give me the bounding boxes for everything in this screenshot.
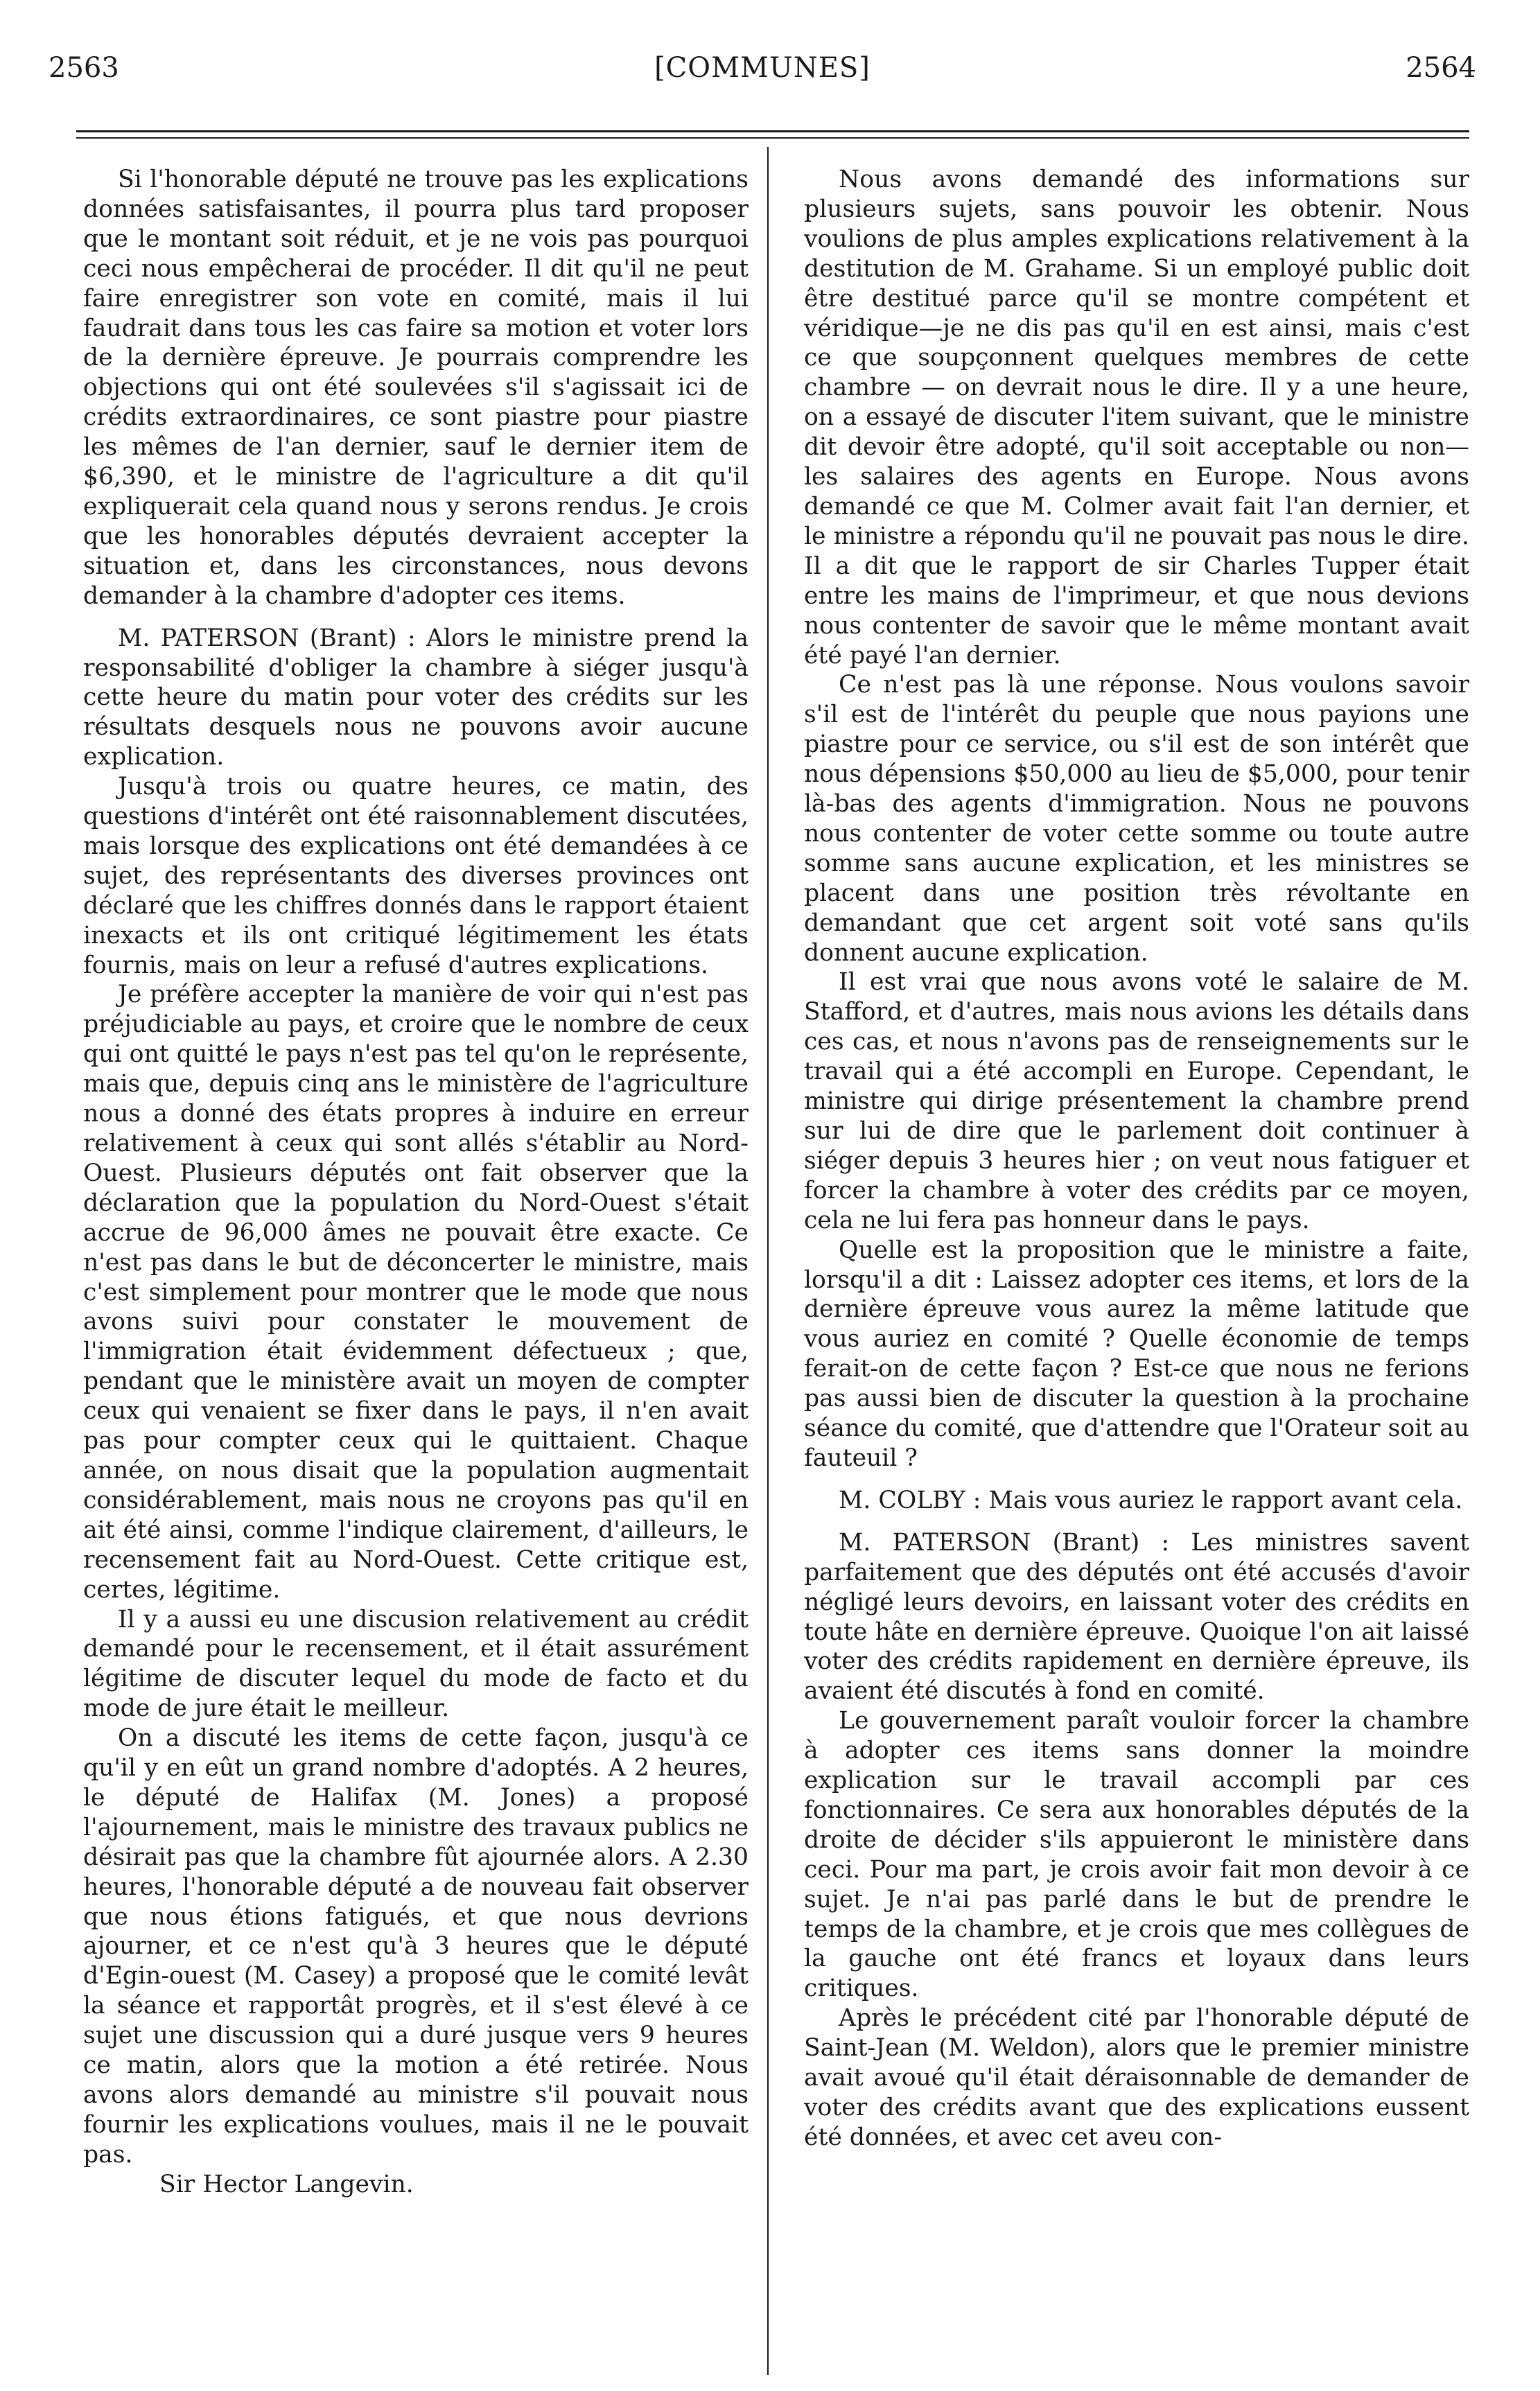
paragraph: Si l'honorable député ne trouve pas les explications données satisfaisantes, il pourra plus tard proposer que le montant soit réduit, et je ne vois pas pourquoi ceci nous empêcherai de procéder. Il dit qu'il ne peut faire enregistrer son vote en comité, mais il lui faudrait dans tous les cas faire sa motion et voter lors de la dernière épreuve. Je pourrais comprendre les objections qui ont été soulevées s'il s'agissait ici de crédits extraordinaires, ce sont piastre pour piastre les mêmes de l'an dernier, sauf le dernier item de $6,390, et le ministre de l'agriculture a dit qu'il expliquerait cela quand nous y serons rendus. Je crois que les honorables députés devraient accepter la situation et, dans les circonstances, nous devons demander à la chambre d'adopter ces items.	[83, 166, 749, 610]
paragraph: Nous avons demandé des informations sur plusieurs sujets, sans pouvoir les obtenir. Nous voulions de plus amples explications relativement à la destitution de M. Grahame. Si un employé public doit être destitué parce qu'il se montre compétent et véridique—je ne dis pas qu'il en est ainsi, mais c'est ce que soupçonnent quelques membres de cette chambre — on devrait nous le dire. Il y a une heure, on a essayé de discuter l'item suivant, que le ministre dit devoir être adopté, qu'il soit acceptable ou non—les salaires des agents en Europe. Nous avons demandé ce que M. Colmer avait fait l'an dernier, et le ministre a répondu qu'il ne pouvait pas nous le dire. Il a dit que le rapport de sir Charles Tupper était entre les mains de l'imprimeur, et que nous devions nous contenter de savoir que le même montant avait été payé l'an dernier.	[804, 166, 1469, 669]
speaker-signature: Sir Hector Langevin.	[159, 2170, 414, 2198]
page-number-right: 2564	[1406, 52, 1476, 84]
page-title: [COMMUNES]	[654, 52, 870, 84]
page-header	[49, 47, 1476, 89]
left-column	[83, 165, 749, 2200]
paragraph: M. PATERSON (Brant) : Les ministres savent parfaitement que des députés ont été accusés d'avoir négligé leurs devoirs, en laissant voter des crédits en toute hâte en dernière épreuve. Quoique l'on ait laissé voter des crédits rapidement en dernière épreuve, ils avaient été discutés à fond en comité.	[804, 1528, 1469, 1706]
paragraph: Après le précédent cité par l'honorable député de Saint-Jean (M. Weldon), alors que le premier ministre avait avoué qu'il était déraisonnable de demander de voter des crédits avant que des explications eussent été données, et avec cet aveu con-	[804, 2004, 1469, 2151]
paragraph: Il y a aussi eu une discusion relativement au crédit demandé pour le recensement, et il était assurément légitime de discuter lequel du mode de facto et du mode de jure était le meilleur.	[83, 1605, 749, 1723]
header-rule-top	[76, 130, 1469, 132]
paragraph: Quelle est la proposition que le ministre a faite, lorsqu'il a dit : Laissez adopter ces items, et lors de la dernière épreuve vous aurez la même latitude que vous auriez en comité ? Quelle économie de temps ferait-on de cette façon ? Est-ce que nous ne ferions pas aussi bien de discuter la question à la prochaine séance du comité, que d'attendre que l'Orateur soit au fauteuil ?	[804, 1236, 1469, 1472]
paragraph: Ce n'est pas là une réponse. Nous voulons savoir s'il est de l'intérêt du peuple que nous payions une piastre pour ce service, ou s'il est de son intérêt que nous dépensions $50,000 au lieu de $5,000, pour tenir là-bas des agents d'immigration. Nous ne pouvons nous contenter de voter cette somme ou toute autre somme sans aucune explication, et les ministres se placent dans une position très révoltante en demandant que cet argent soit voté sans qu'ils donnent aucune explication.	[804, 671, 1469, 967]
paragraph: Jusqu'à trois ou quatre heures, ce matin, des questions d'intérêt ont été raisonnablement discutées, mais lorsque des explications ont été demandées à ce sujet, des représentants des diverses provinces ont déclaré que les chiffres donnés dans le rapport étaient inexacts et ils ont critiqué légitimement les états fournis, mais on leur a refusé d'autres explications.	[83, 773, 749, 979]
page-number-left: 2563	[49, 52, 119, 84]
paragraph: M. COLBY : Mais vous auriez le rapport avant cela.	[839, 1486, 1463, 1514]
right-column	[804, 165, 1469, 2153]
header-rule-bottom	[76, 137, 1469, 139]
paragraph: Je préfère accepter la manière de voir qui n'est pas préjudiciable au pays, et croire que le nombre de ceux qui ont quitté le pays n'est pas tel qu'on le représente, mais que, depuis cinq ans le ministère de l'agriculture nous a donné des états propres à induire en erreur relativement à ceux qui sont allés s'établir au Nord-Ouest. Plusieurs députés ont fait observer que la déclaration que la population du Nord-Ouest s'était accrue de 96,000 âmes ne pouvait être exacte. Ce n'est pas dans le but de déconcerter le ministre, mais c'est simplement pour montrer que le mode que nous avons suivi pour constater le mouvement de l'immigration était évidemment défectueux ; que, pendant que le ministère avait un moyen de compter ceux qui venaient se fixer dans le pays, il n'en avait pas pour compter ceux qui le quittaient. Chaque année, on nous disait que la population augmentait considérablement, mais nous ne croyons pas qu'il en ait été ainsi, comme l'indique clairement, d'ailleurs, le recensement fait au Nord-Ouest. Cette critique est, certes, légitime.	[83, 981, 749, 1604]
paragraph: Il est vrai que nous avons voté le salaire de M. Stafford, et d'autres, mais nous avions les détails dans ces cas, et nous n'avons pas de renseignements sur le travail qui a été accompli en Europe. Cependant, le ministre qui dirige présentement la chambre prend sur lui de dire que le parlement doit continuer à siéger depuis 3 heures hier ; on veut nous fatiguer et forcer la chambre à voter des crédits par ce moyen, cela ne lui fera pas honneur dans le pays.	[804, 968, 1469, 1234]
paragraph: M. PATERSON (Brant) : Alors le ministre prend la responsabilité d'obliger la chambre à siéger jusqu'à cette heure du matin pour voter des crédits sur les résultats desquels nous ne pouvons avoir aucune explication.	[83, 624, 749, 771]
paragraph: Le gouvernement paraît vouloir forcer la chambre à adopter ces items sans donner la moindre explication sur le travail accompli par ces fonctionnaires. Ce sera aux honorables députés de la droite de décider s'ils appuieront le ministère dans ceci. Pour ma part, je crois avoir fait mon devoir à ce sujet. Je n'ai pas parlé dans le but de prendre le temps de la chambre, et je crois que mes collègues de la gauche ont été francs et loyaux dans leurs critiques.	[804, 1707, 1469, 2003]
column-divider	[767, 147, 769, 2375]
paragraph: On a discuté les items de cette façon, jusqu'à ce qu'il y en eût un grand nombre d'adoptés. A 2 heures, le député de Halifax (M. Jones) a proposé l'ajournement, mais le ministre des travaux publics ne désirait pas que la chambre fût ajournée alors. A 2.30 heures, l'honorable député a de nouveau fait observer que nous étions fatigués, et que nous devrions ajourner, et ce n'est qu'à 3 heures que le député d'Egin-ouest (M. Casey) a proposé que le comité levât la séance et rapportât progrès, et il s'est élevé à ce sujet une discussion qui a duré jusque vers 9 heures ce matin, alors que la motion a été retirée. Nous avons alors demandé au ministre s'il pouvait nous fournir les explications voulues, mais il ne le pouvait pas.	[83, 1724, 749, 2169]
